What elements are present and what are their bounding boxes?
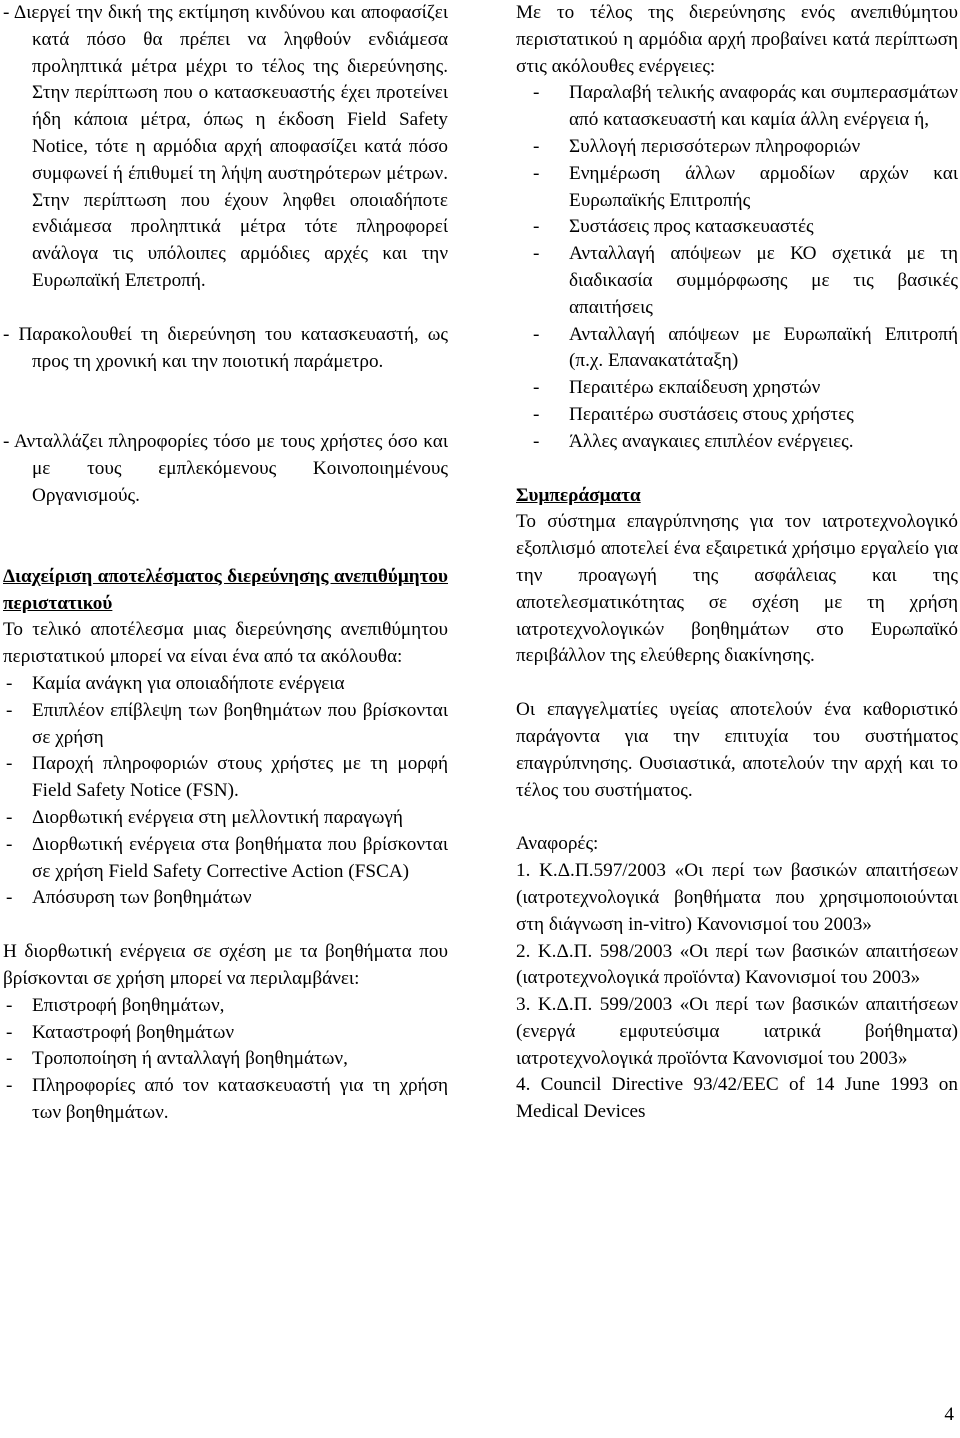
section-heading-result-management	[3, 564, 448, 618]
list-item: - Ενημέρωση άλλων αρμοδίων αρχών και Ευρωπαϊκής Επιτροπής	[516, 161, 958, 215]
left-paragraph-monitoring: - Παρακολουθεί τη διερεύνηση του κατασκευαστή, ως προς τη χρονική και την ποιοτική παράμετρο.	[3, 323, 448, 372]
outcomes-intro: Το τελικό αποτέλεσμα μιας διερεύνησης ανεπιθύμητου περιστατικού μπορεί να είναι ένα από τα ακόλουθα:	[3, 619, 448, 668]
authority-actions-list	[516, 80, 958, 455]
list-item: - Περαιτέρω συστάσεις στους χρήστες	[516, 402, 958, 429]
list-item: - Επιπλέον επίβλεψη των βοηθημάτων που βρίσκονται σε χρήση	[3, 698, 448, 752]
page-number: 4	[944, 1404, 954, 1425]
outcomes-list	[3, 671, 448, 912]
conclusions-paragraph-1: Το σύστημα επαγρύπνησης για τον ιατροτεχνολογικό εξοπλισμό αποτελεί ένα εξαιρετικά χρήσιμο εργαλείο για την προαγωγή της ασφάλειας και της αποτελεσματικότητας σε σχέση με τη χρήση ιατροτεχνολογικών βοηθημάτων στο Ευρωπαϊκό περιβάλλον της ελεύθερης διακίνησης.	[516, 511, 958, 667]
list-item: - Διορθωτική ενέργεια στη μελλοντική παραγωγή	[3, 805, 448, 832]
reference-item: 2. Κ.Δ.Π. 598/2003 «Οι περί των βασικών απαιτήσεων (ιατροτεχνολογικά προϊόντα) Κανονισμοί του 2003»	[516, 940, 958, 989]
list-item: - Απόσυρση των βοηθημάτων	[3, 885, 448, 912]
list-item: - Πληροφορίες από τον κατασκευαστή για τη χρήση των βοηθημάτων.	[3, 1073, 448, 1127]
list-item: - Διορθωτική ενέργεια στα βοηθήματα που βρίσκονται σε χρήση Field Safety Corrective Action (FSCA)	[3, 832, 448, 886]
right-intro: Με το τέλος της διερεύνησης ενός ανεπιθύμητου περιστατικού η αρμόδια αρχή προβαίνει κατά περίπτωση στις ακόλουθες ενέργειες:	[516, 2, 958, 77]
list-item: - Ανταλλαγή απόψεων με ΚΟ σχετικά με τη διαδικασία συμμόρφωσης με τις βασικές απαιτήσεις	[516, 241, 958, 321]
heading-first-letter: Δ	[3, 565, 16, 587]
list-item: - Ανταλλαγή απόψεων με Ευρωπαϊκή Επιτροπή (π.χ. Επανακατάταξη)	[516, 322, 958, 376]
list-item: - Συλλογή περισσότερων πληροφοριών	[516, 134, 958, 161]
right-column	[516, 0, 958, 1126]
list-item: - Παραλαβή τελικής αναφοράς και συμπερασμάτων από κατασκευαστή και καμία άλλη ενέργεια ή,	[516, 80, 958, 134]
references-label: Αναφορές:	[516, 833, 599, 855]
list-item: - Καταστροφή βοηθημάτων	[3, 1020, 448, 1047]
left-paragraph-risk-assessment: - Διεργεί την δική της εκτίμηση κινδύνου και αποφασίζει κατά πόσο θα πρέπει να ληφθούν ενδιάμεσα προληπτικά μέτρα μέχρι το τέλος της διερεύνησης. Στην περίπτωση που ο κατασκευαστής έχει προτείνει ήδη κάποια μέτρα, όπως η έκδοση Field Safety Notice, τότε η αρμόδια αρχή αποφασίζει κατά πόσο συμφωνεί ή έπιθυμεί τη λήψη αυστηρότερων μέτρων. Στην περίπτωση που έχουν ληφθει οποιαδήποτε ενδιάμεσα προληπτικά μέτρα τότε πληροφορεί ανάλογα τις υπόλοιπες αρμόδιες αρχές και την Ευρωπαϊκή Επετροπή.	[3, 2, 448, 291]
list-item: - Συστάσεις προς κατασκευαστές	[516, 214, 958, 241]
reference-item: 4. Council Directive 93/42/EEC of 14 June 1993 on Medical Devices	[516, 1074, 958, 1123]
corrective-intro: Η διορθωτική ενέργεια σε σχέση με τα βοηθήματα που βρίσκονται σε χρήση μπορεί να περιλαμβάνει:	[3, 941, 448, 989]
list-item: - Τροποποίηση ή ανταλλαγή βοηθημάτων,	[3, 1046, 448, 1073]
list-item: - Περαιτέρω εκπαίδευση χρηστών	[516, 375, 958, 402]
list-item: - Άλλες αναγκαιες επιπλέον ενέργειες.	[516, 429, 958, 456]
conclusions-paragraph-2: Οι επαγγελματίες υγείας αποτελούν ένα καθοριστικό παράγοντα για την επιτυχία του συστήματος επαγρύπνησης. Ουσιαστικά, αποτελούν την αρχή και το τέλος του συστήματος.	[516, 699, 958, 801]
reference-item: 3. Κ.Δ.Π. 599/2003 «Οι περί των βασικών απαιτήσεων (ενεργά εμφυτεύσιμα ιατρικά βοήθηματα) ιατροτεχνολογικά προϊόντα Κανονισμοί του 2003»	[516, 994, 958, 1069]
reference-item: 1. Κ.Δ.Π.597/2003 «Οι περί των βασικών απαιτήσεων (ιατροτεχνολογικά βοηθήματα που χρησιμοποιούνται στη διάγνωση in-vitro) Κανονισμοί του 2003»	[516, 860, 958, 935]
list-item: - Επιστροφή βοηθημάτων,	[3, 993, 448, 1020]
left-paragraph-exchange: - Ανταλλάζει πληροφορίες τόσο με τους χρήστες όσο και με τους εμπλεκόμενους Κοινοποιημένους Οργανισμούς.	[3, 431, 448, 506]
corrective-actions-list	[3, 993, 448, 1127]
list-item: - Καμία ανάγκη για οποιαδήποτε ενέργεια	[3, 671, 448, 698]
list-item: - Παροχή πληροφοριών στους χρήστες με τη μορφή Field Safety Notice (FSN).	[3, 751, 448, 805]
left-column	[3, 0, 448, 1127]
conclusions-heading: Συμπεράσματα	[516, 484, 641, 506]
heading-rest: ιαχείριση αποτελέσματος διερεύνησης ανεπιθύμητου περιστατικού	[3, 565, 448, 614]
